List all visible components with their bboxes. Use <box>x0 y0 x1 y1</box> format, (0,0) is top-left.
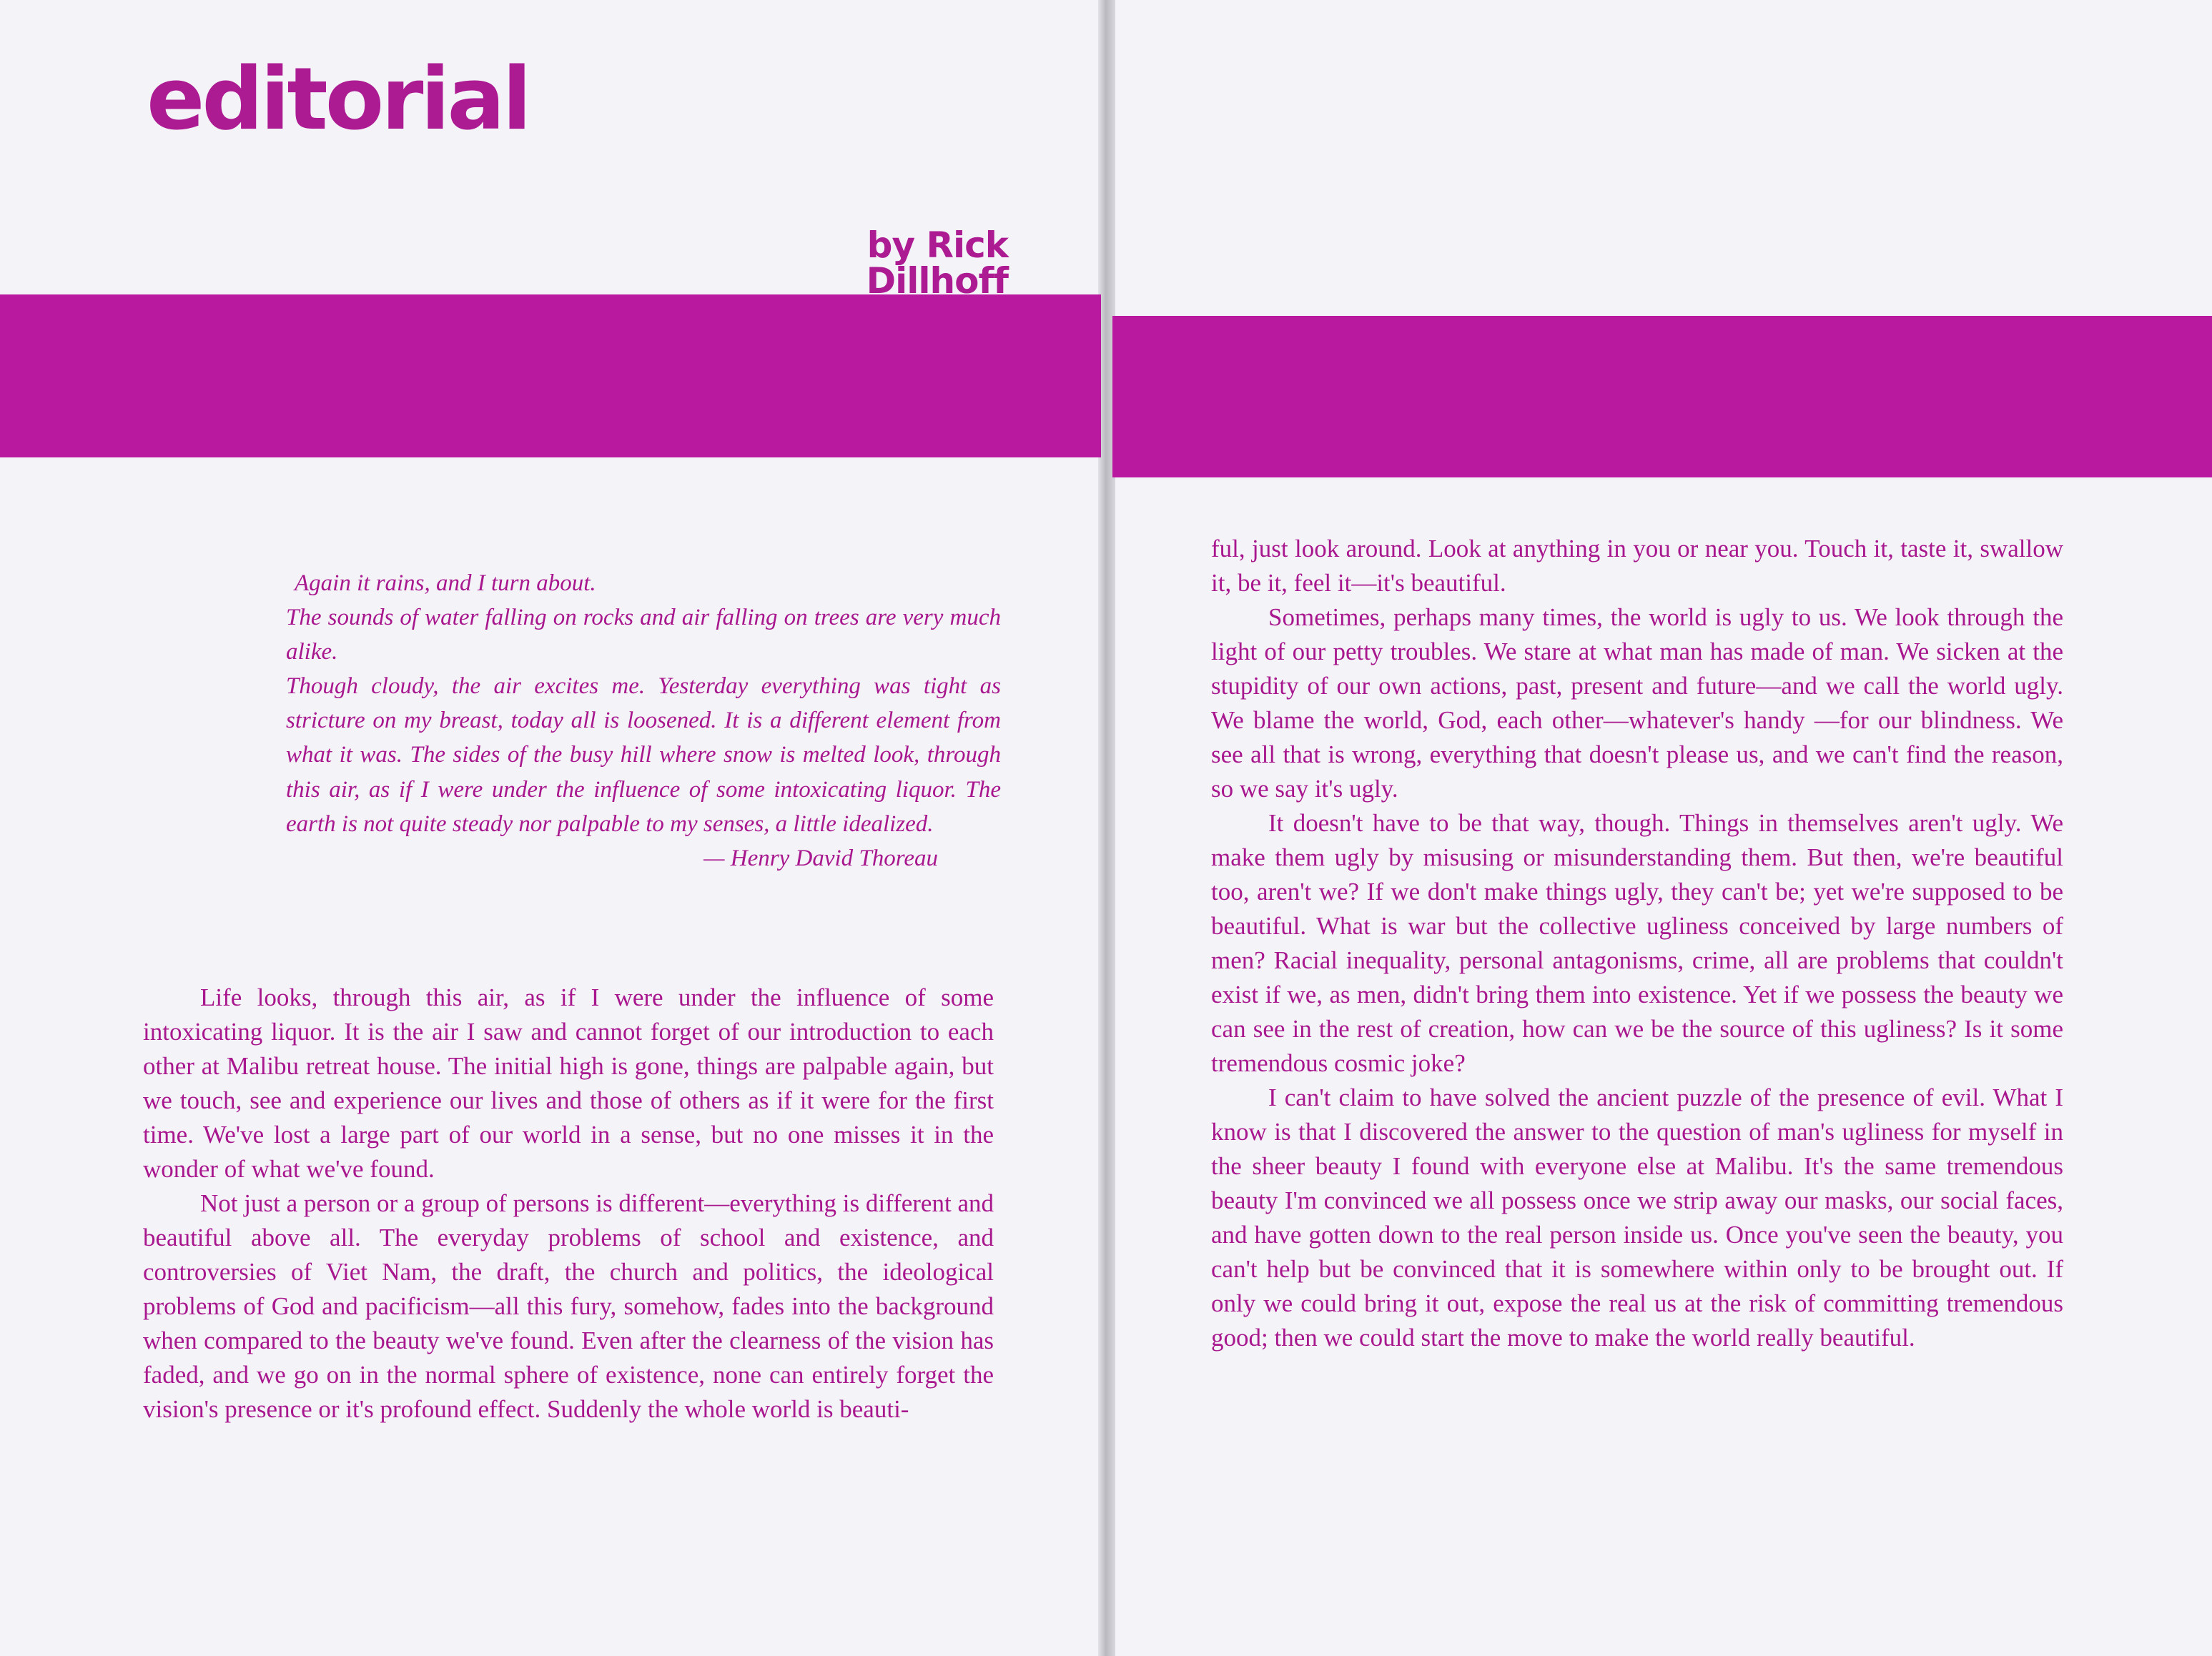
article-paragraph: It doesn't have to be that way, though. Things in themselves aren't ugly. We make them ugly by misusing or misunderstanding them. But then, we're beautiful too, aren't we? If we don't make things ugly, they can't be; yet we're supposed to be beautiful. What is war but the collective ugliness conceived by large numbers of men? Racial inequality, personal antagonisms, crime, all are problems that couldn't exist if we, as men, didn't bring them into existence. Yet if we possess the beauty we can see in the rest of creation, how can we be the source of this ugliness? Is it some tremendous cosmic joke? <box>1211 809 2063 1077</box>
article-paragraph: I can't claim to have solved the ancient puzzle of the presence of evil. What I know is that I discovered the answer to the question of man's ugliness for myself in the sheer beauty I found with everyone else at Malibu. It's the same tremendous beauty I'm convinced we all possess once we strip away our masks, our social faces, and have gotten down to the real person inside us. Once you've seen the beauty, you can't help but be convinced that it is somewhere within only to be brought out. If only we could bring it out, expose the real us at the risk of committing tremendous good; then we could start the move to make the world really beautiful. <box>1211 1084 2063 1352</box>
epigraph-line: Though cloudy, the air excites me. Yesterday everything was tight as stricture on my breast, today all is loosened. It is a different element from what it was. The sides of the busy hill where snow is melted look, through this air, as if I were under the influence of some intoxicating liquor. The earth is not quite steady nor palpable to my senses, a little idealized. <box>286 673 1001 837</box>
author-byline: by Rick Dillhoff <box>866 224 1008 302</box>
article-paragraph: Not just a person or a group of persons is different—everything is different and beautiful above all. The everyday problems of school and existence, and controversies of Viet Nam, the draft, the church and politics, the ideological problems of God and pacificism—all this fury, somehow, fades into the background when compared to the beauty we've found. Even after the clearness of the vision has faded, and we go on in the normal sphere of existence, none can entirely forget the vision's presence or it's profound effect. Suddenly the whole world is beauti- <box>143 1189 994 1423</box>
spine-gutter <box>1098 0 1115 1656</box>
epigraph <box>286 566 1001 876</box>
page-title: editorial <box>147 50 529 149</box>
epigraph-line: The sounds of water falling on rocks and air falling on trees are very much alike. <box>286 605 1001 665</box>
article-paragraph: Life looks, through this air, as if I were under the influence of some intoxicating liquor. It is the air I saw and cannot forget of our introduction to each other at Malibu retreat house. The initial high is gone, things are palpable again, but we touch, see and experience our lives and those of others as if it were for the first time. We've lost a large part of our world in a sense, but no one misses it in the wonder of what we've found. <box>143 983 994 1183</box>
article-paragraph: Sometimes, perhaps many times, the world is ugly to us. We look through the light of our petty troubles. We stare at what man has made of man. We sicken at the stupidity of our own actions, past, present and future—and we call the world ugly. We blame the world, God, each other—whatever's handy —for our blindness. We see all that is wrong, everything that doesn't please us, and we can't find the reason, so we say it's ugly. <box>1211 603 2063 803</box>
article-paragraph-continued: ful, just look around. Look at anything in you or near you. Touch it, taste it, swallow it, be it, feel it—it's beautiful. <box>1211 535 2063 597</box>
epigraph-attribution: — Henry David Thoreau <box>703 845 938 871</box>
right-accent-band <box>1112 316 2212 477</box>
article-column-right <box>1211 532 2063 1355</box>
epigraph-line: Again it rains, and I turn about. <box>295 570 596 596</box>
left-accent-band <box>0 294 1101 457</box>
article-column-left <box>143 981 994 1427</box>
